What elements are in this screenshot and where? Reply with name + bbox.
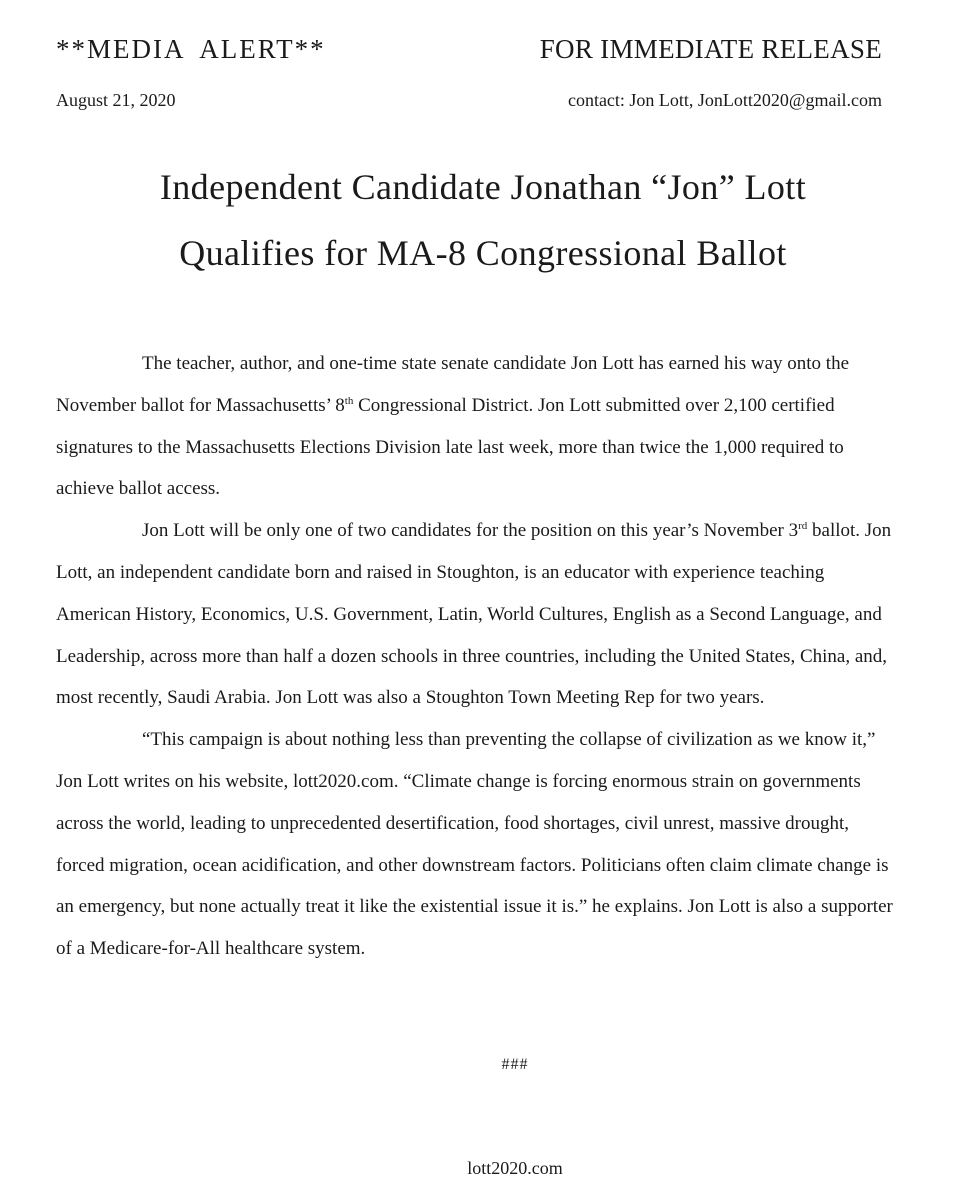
ordinal-suffix: rd: [798, 520, 808, 533]
release-label: FOR IMMEDIATE RELEASE: [539, 34, 882, 64]
contact-info: contact: Jon Lott, JonLott2020@gmail.com: [567, 90, 882, 110]
ordinal-suffix: th: [344, 394, 354, 407]
paragraph-2-text-a: Jon Lott will be only one of two candidates for the position on this year’s November 3: [142, 520, 799, 542]
footer-website: lott2020.com: [467, 1158, 563, 1178]
paragraph-1: [56, 343, 896, 510]
paragraph-2: [56, 510, 896, 719]
body-text: [56, 343, 896, 970]
paragraph-3: “This campaign is about nothing less than preventing the collapse of civilization as we know it,” Jon Lott writes on his website, lott2020.com. “Climate change is forcing enormous strain on governments across the world, leading to unprecedented desertification, food shortages, civil unrest, massive drought, forced migration, ocean acidification, and other downstream factors. Politicians often claim climate change is an emergency, but none actually treat it like the existential issue it is.” he explains. Jon Lott is also a supporter of a Medicare-for-All healthcare system.: [56, 729, 893, 960]
headline-line-2: Qualifies for MA-8 Congressional Ballot: [179, 233, 787, 273]
header-top-row: [56, 34, 882, 65]
paragraph-1-text-a: The teacher, author, and one-time state senate candidate Jon Lott has earned his way onto the November ballot for Massachusetts’ 8: [56, 353, 850, 416]
headline-line-1: Independent Candidate Jonathan “Jon” Lott: [159, 167, 807, 207]
paragraph-1-text-b: Congressional District. Jon Lott submitted over 2,100 certified signatures to the Massachusetts Elections Division late last week, more than twice the 1,000 required to achieve ballot access.: [56, 394, 844, 500]
headline: [40, 154, 926, 286]
end-mark: ###: [501, 1056, 529, 1073]
paragraph-2-text-b: ballot. Jon Lott, an independent candidate born and raised in Stoughton, is an educator with experience teaching American History, Economics, U.S. Government, Latin, World Cultures, English as a Second Language, and Leadership, across more than half a dozen schools in three countries, including the United States, China, and, most recently, Saudi Arabia. Jon Lott was also a Stoughton Town Meeting Rep for two years.: [56, 520, 892, 709]
release-date: August 21, 2020: [56, 90, 176, 110]
media-alert-label: **MEDIA ALERT**: [56, 34, 326, 64]
header-meta-row: [56, 90, 882, 111]
